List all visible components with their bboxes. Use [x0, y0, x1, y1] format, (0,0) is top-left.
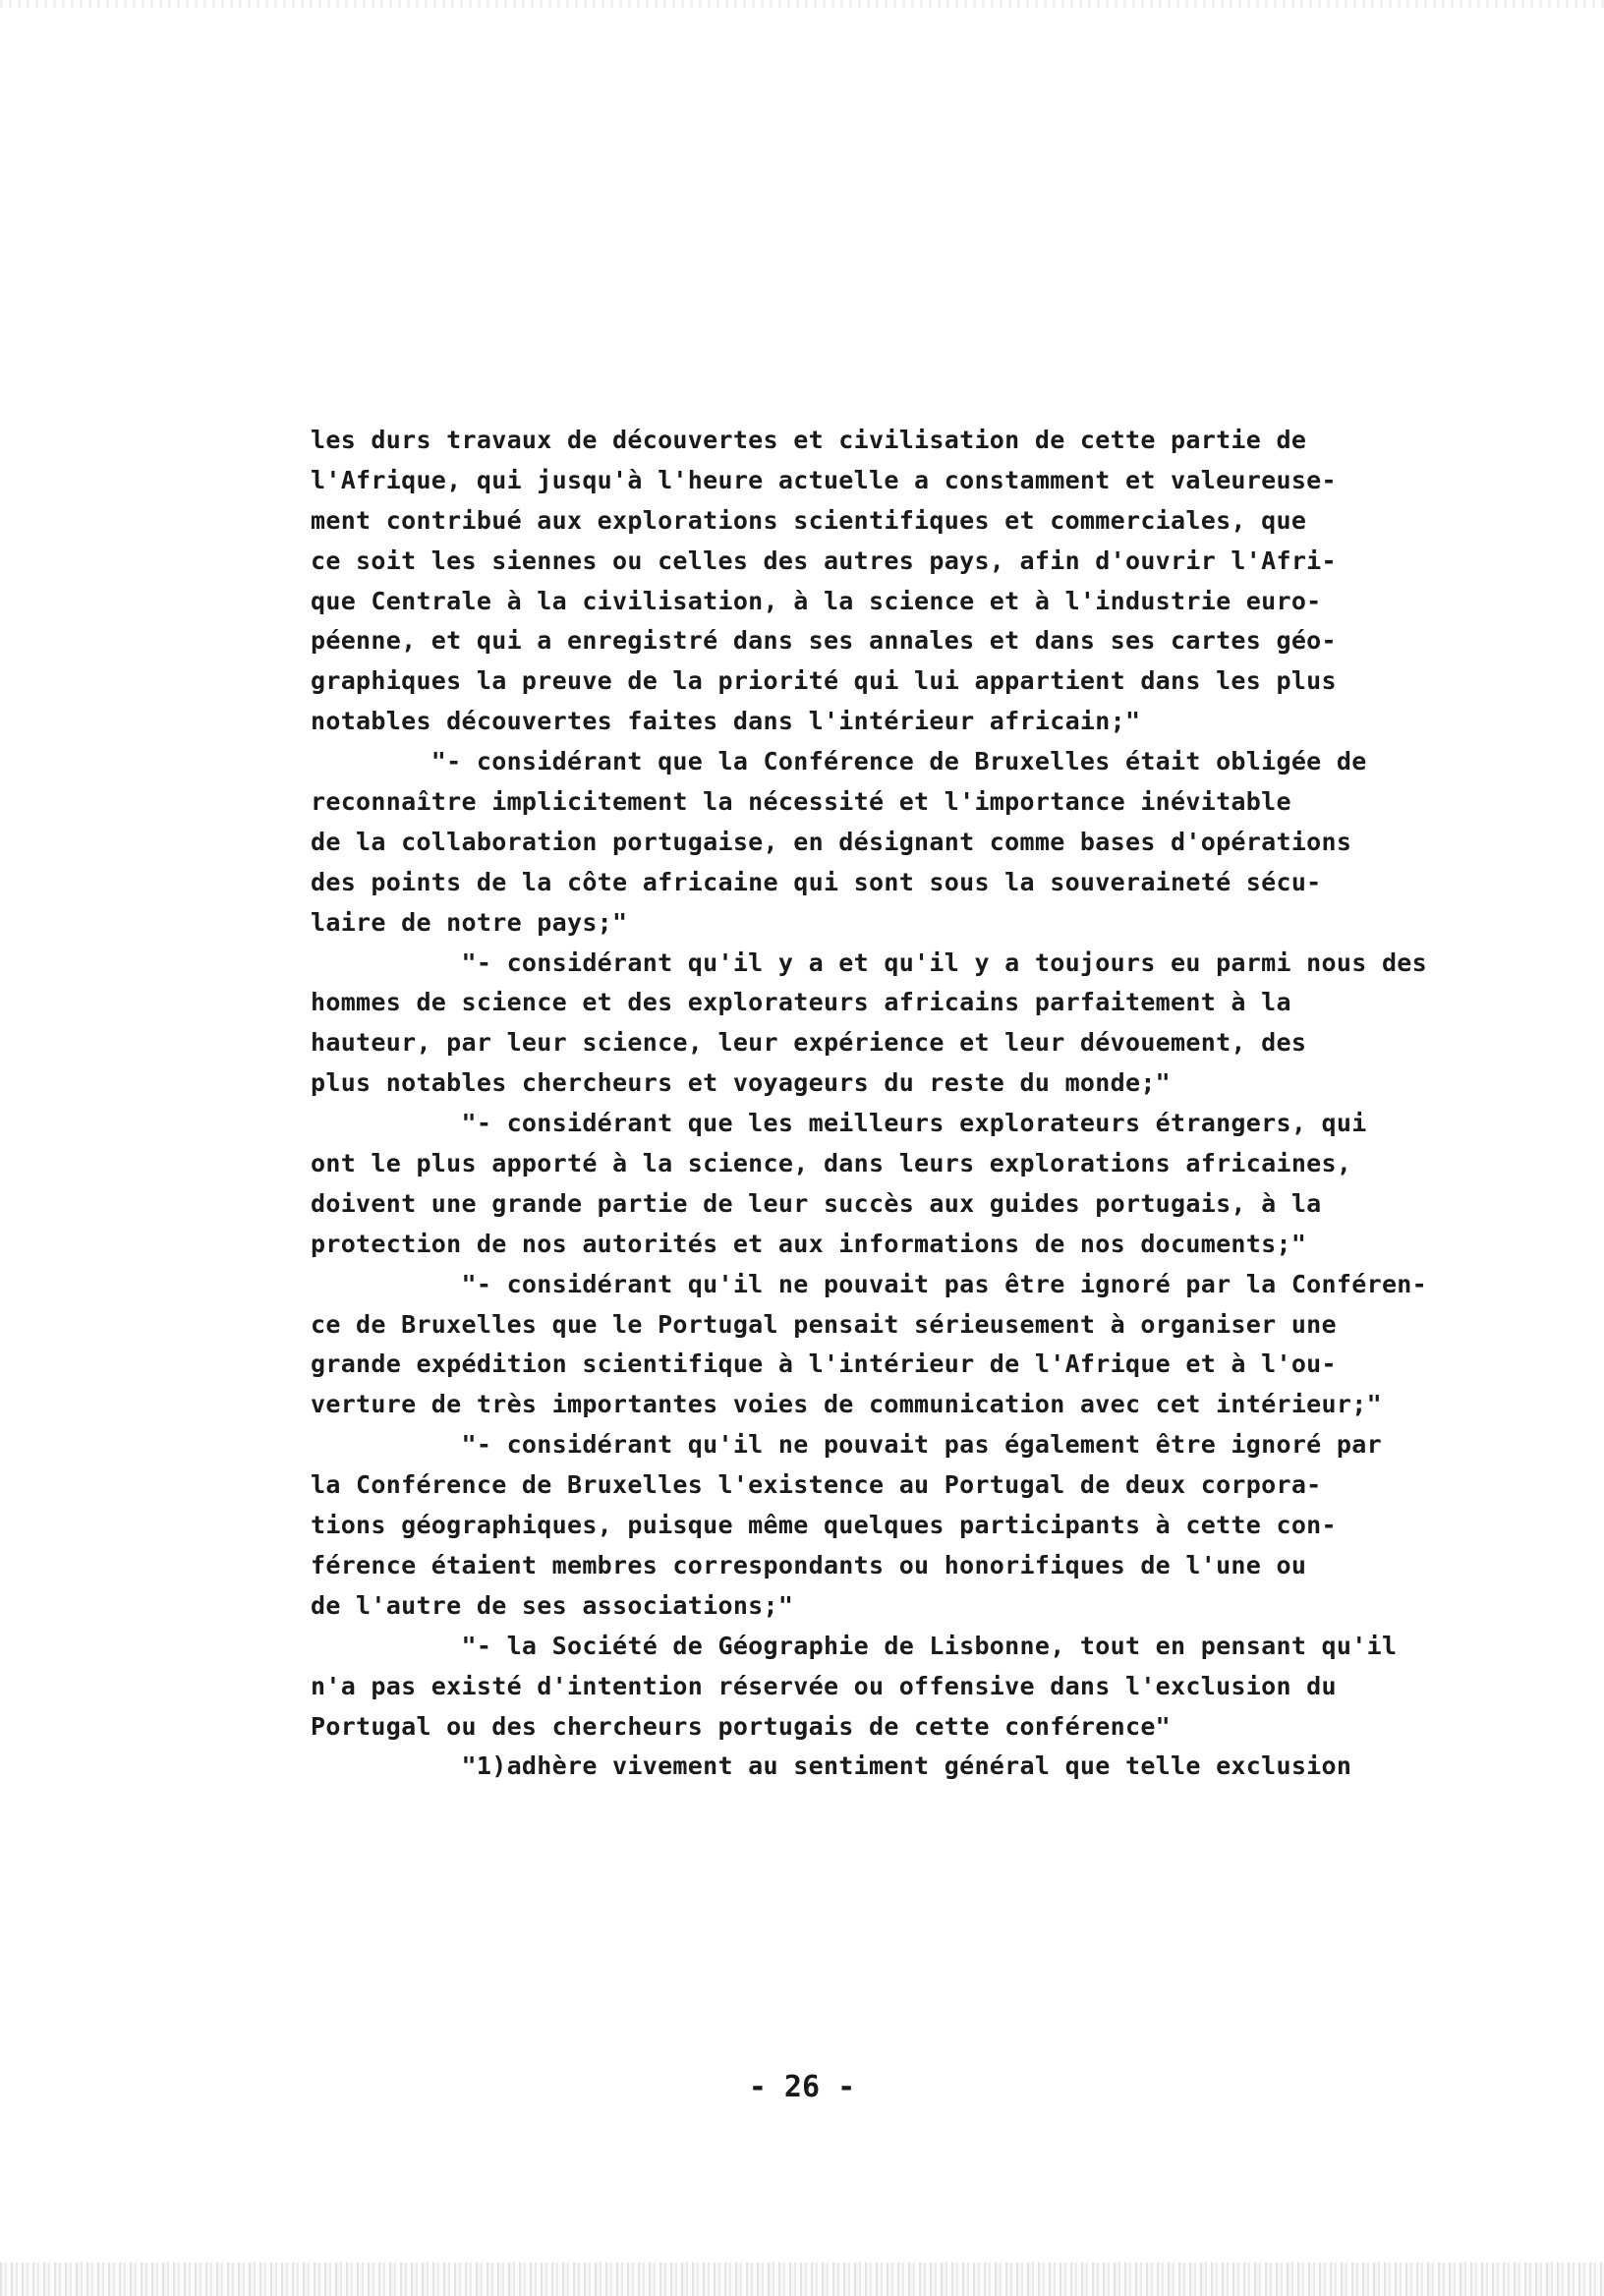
text-line: reconnaître implicitement la nécessité et l'importance inévitable	[311, 787, 1291, 817]
text-line: graphiques la preuve de la priorité qui lui appartient dans les plus	[311, 666, 1337, 696]
text-line: "- considérant qu'il y a et qu'il y a toujours eu parmi nous des	[311, 947, 1427, 977]
text-line: grande expédition scientifique à l'intérieur de l'Afrique et à l'ou-	[311, 1349, 1337, 1379]
text-line: hauteur, par leur science, leur expérience et leur dévouement, des	[311, 1028, 1307, 1058]
text-line: n'a pas existé d'intention réservée ou offensive dans l'exclusion du	[311, 1671, 1337, 1700]
text-line: tions géographiques, puisque même quelques participants à cette con-	[311, 1511, 1337, 1540]
scan-edge-bottom	[0, 2263, 1604, 2296]
text-line: péenne, et qui a enregistré dans ses annales et dans ses cartes géo-	[311, 626, 1337, 656]
text-line: "- la Société de Géographie de Lisbonne, tout en pensant qu'il	[311, 1631, 1398, 1660]
text-line: Portugal ou des chercheurs portugais de cette conférence"	[311, 1711, 1172, 1741]
text-line: "- considérant que la Conférence de Bruxelles était obligée de	[311, 747, 1367, 776]
text-line: "- considérant que les meilleurs explorateurs étrangers, qui	[311, 1109, 1367, 1138]
text-line: l'Afrique, qui jusqu'à l'heure actuelle a constamment et valeureuse-	[311, 465, 1337, 494]
text-line: laire de notre pays;"	[311, 907, 628, 937]
text-line: ce de Bruxelles que le Portugal pensait sérieusement à organiser une	[311, 1309, 1337, 1339]
text-line: verture de très importantes voies de communication avec cet intérieur;"	[311, 1390, 1382, 1419]
text-line: "1)adhère vivement au sentiment général que telle exclusion	[311, 1751, 1352, 1781]
page-number: - 26 -	[748, 2070, 856, 2104]
text-line: des points de la côte africaine qui sont sous la souveraineté sécu-	[311, 867, 1322, 896]
body-text	[311, 421, 1529, 1787]
text-line: de la collaboration portugaise, en désignant comme bases d'opérations	[311, 827, 1352, 856]
text-line: ce soit les siennes ou celles des autres pays, afin d'ouvrir l'Afri-	[311, 545, 1337, 575]
text-line: la Conférence de Bruxelles l'existence au Portugal de deux corpora-	[311, 1470, 1322, 1500]
scan-edge-top	[0, 0, 1604, 8]
text-line: "- considérant qu'il ne pouvait pas également être ignoré par	[311, 1430, 1382, 1460]
text-line: plus notables chercheurs et voyageurs du reste du monde;"	[311, 1068, 1172, 1098]
text-line: férence étaient membres correspondants ou honorifiques de l'une ou	[311, 1550, 1307, 1579]
text-line: "- considérant qu'il ne pouvait pas être ignoré par la Conféren-	[311, 1269, 1427, 1298]
text-line: protection de nos autorités et aux informations de nos documents;"	[311, 1229, 1307, 1258]
text-line: ont le plus apporté à la science, dans leurs explorations africaines,	[311, 1149, 1352, 1178]
text-line: notables découvertes faites dans l'intérieur africain;"	[311, 707, 1141, 736]
text-line: les durs travaux de découvertes et civilisation de cette partie de	[311, 426, 1307, 454]
text-line: de l'autre de ses associations;"	[311, 1590, 794, 1620]
text-line: ment contribué aux explorations scientifiques et commerciales, que	[311, 505, 1307, 535]
text-line: que Centrale à la civilisation, à la science et à l'industrie euro-	[311, 586, 1322, 615]
text-line: hommes de science et des explorateurs africains parfaitement à la	[311, 988, 1291, 1017]
text-line: doivent une grande partie de leur succès aux guides portugais, à la	[311, 1188, 1322, 1218]
